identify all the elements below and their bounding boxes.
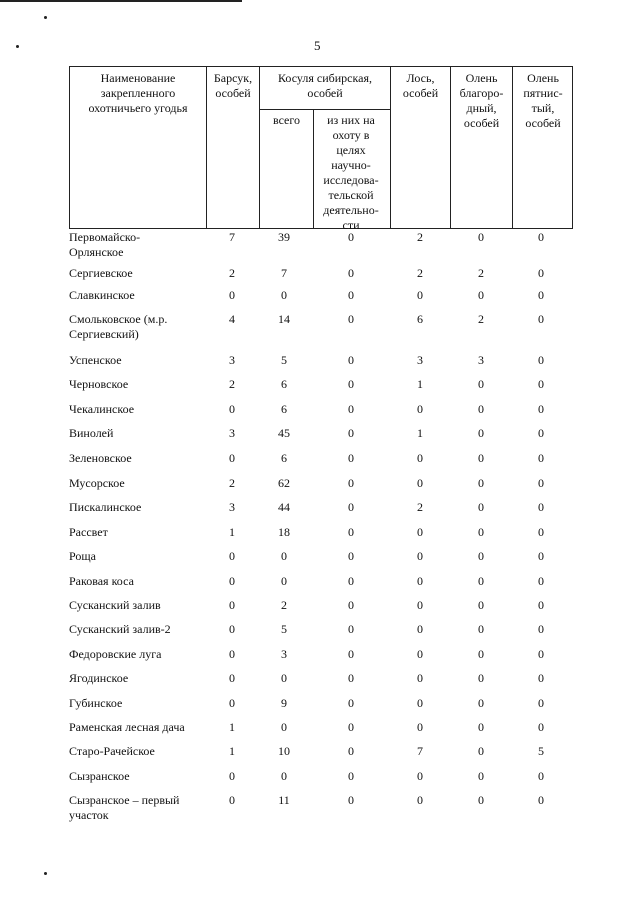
row-value: 2 <box>229 266 235 280</box>
row-value: 0 <box>478 525 484 539</box>
row-value: 0 <box>229 451 235 465</box>
row-value: 11 <box>278 793 290 807</box>
row-value: 0 <box>478 671 484 685</box>
row-value: 0 <box>417 574 423 588</box>
row-value: 0 <box>417 451 423 465</box>
row-value: 2 <box>229 476 235 490</box>
row-label: Сызранское – первый участок <box>69 793 180 822</box>
row-label: Винолей <box>69 426 114 440</box>
row-value: 0 <box>478 744 484 758</box>
row-value: 0 <box>281 549 287 563</box>
row-value: 3 <box>229 500 235 514</box>
row-value: 0 <box>538 647 544 661</box>
row-value: 0 <box>348 744 354 758</box>
scan-top-line <box>0 0 242 2</box>
row-label: Успенское <box>69 353 122 367</box>
table-header <box>69 66 573 232</box>
row-value: 0 <box>538 549 544 563</box>
row-value: 0 <box>478 288 484 302</box>
row-value: 0 <box>538 574 544 588</box>
row-value: 0 <box>538 720 544 734</box>
row-value: 3 <box>229 426 235 440</box>
row-value: 0 <box>281 720 287 734</box>
row-value: 0 <box>478 793 484 807</box>
row-value: 0 <box>348 720 354 734</box>
row-label: Губинское <box>69 696 123 710</box>
row-value: 0 <box>348 230 354 244</box>
row-value: 0 <box>348 476 354 490</box>
row-value: 0 <box>478 622 484 636</box>
row-value: 6 <box>281 377 287 391</box>
row-value: 0 <box>538 696 544 710</box>
row-value: 0 <box>478 549 484 563</box>
scan-speck <box>16 45 19 48</box>
row-value: 0 <box>229 696 235 710</box>
row-label: Пискалинское <box>69 500 142 514</box>
row-value: 0 <box>417 549 423 563</box>
row-value: 0 <box>281 288 287 302</box>
row-label: Сусканский залив-2 <box>69 622 171 636</box>
row-value: 44 <box>278 500 290 514</box>
row-value: 0 <box>348 647 354 661</box>
row-value: 0 <box>478 426 484 440</box>
row-value: 7 <box>417 744 423 758</box>
row-value: 0 <box>538 500 544 514</box>
row-value: 0 <box>229 288 235 302</box>
row-value: 0 <box>348 525 354 539</box>
row-value: 0 <box>538 288 544 302</box>
row-value: 0 <box>538 671 544 685</box>
row-value: 7 <box>281 266 287 280</box>
row-value: 2 <box>229 377 235 391</box>
row-value: 0 <box>348 500 354 514</box>
row-value: 0 <box>348 426 354 440</box>
row-value: 1 <box>229 720 235 734</box>
row-value: 2 <box>478 312 484 326</box>
row-label: Сызранское <box>69 769 130 783</box>
header-roe-total: всего <box>272 113 301 127</box>
row-value: 0 <box>478 230 484 244</box>
row-value: 0 <box>417 769 423 783</box>
row-value: 0 <box>417 622 423 636</box>
row-label: Раменская лесная дача <box>69 720 185 734</box>
row-value: 0 <box>417 525 423 539</box>
row-value: 1 <box>229 525 235 539</box>
row-value: 0 <box>348 451 354 465</box>
row-value: 0 <box>348 622 354 636</box>
row-value: 1 <box>417 377 423 391</box>
header-sika-deer: Олень пятнис-тый, особей <box>523 71 563 130</box>
row-value: 0 <box>538 402 544 416</box>
row-value: 0 <box>478 451 484 465</box>
row-value: 0 <box>538 598 544 612</box>
row-value: 0 <box>229 598 235 612</box>
row-value: 0 <box>348 402 354 416</box>
row-value: 0 <box>478 769 484 783</box>
row-value: 0 <box>348 598 354 612</box>
row-value: 0 <box>348 793 354 807</box>
row-value: 0 <box>229 793 235 807</box>
row-value: 7 <box>229 230 235 244</box>
header-roe-research: из них на охоту в целях научно-исследова-тельской деятельно-сти <box>323 113 379 232</box>
row-value: 0 <box>417 647 423 661</box>
row-value: 0 <box>348 312 354 326</box>
row-value: 2 <box>478 266 484 280</box>
row-value: 39 <box>278 230 290 244</box>
row-value: 0 <box>478 647 484 661</box>
row-value: 0 <box>348 288 354 302</box>
row-value: 10 <box>278 744 290 758</box>
row-label: Смольковское (м.р. Сергиевский) <box>69 312 168 341</box>
row-value: 2 <box>417 230 423 244</box>
row-value: 5 <box>281 622 287 636</box>
row-value: 0 <box>538 622 544 636</box>
row-value: 0 <box>538 476 544 490</box>
row-value: 5 <box>538 744 544 758</box>
row-value: 0 <box>417 696 423 710</box>
row-label: Зеленовское <box>69 451 132 465</box>
row-value: 0 <box>348 769 354 783</box>
row-value: 3 <box>478 353 484 367</box>
row-value: 45 <box>278 426 290 440</box>
row-value: 0 <box>229 622 235 636</box>
row-value: 0 <box>281 769 287 783</box>
row-value: 0 <box>348 377 354 391</box>
row-value: 0 <box>348 671 354 685</box>
row-value: 0 <box>417 598 423 612</box>
row-value: 4 <box>229 312 235 326</box>
row-label: Старо-Рачейское <box>69 744 155 758</box>
row-value: 0 <box>538 230 544 244</box>
row-label: Сергиевское <box>69 266 133 280</box>
row-value: 0 <box>417 793 423 807</box>
row-value: 0 <box>229 671 235 685</box>
row-value: 0 <box>229 549 235 563</box>
row-value: 3 <box>417 353 423 367</box>
row-label: Славкинское <box>69 288 135 302</box>
row-label: Рассвет <box>69 525 108 539</box>
row-value: 0 <box>229 647 235 661</box>
row-value: 0 <box>538 312 544 326</box>
row-value: 0 <box>229 574 235 588</box>
row-value: 0 <box>229 769 235 783</box>
row-value: 0 <box>348 696 354 710</box>
row-value: 2 <box>417 500 423 514</box>
row-value: 0 <box>538 353 544 367</box>
scan-speck <box>44 872 47 875</box>
row-value: 9 <box>281 696 287 710</box>
row-value: 0 <box>478 377 484 391</box>
row-value: 0 <box>417 288 423 302</box>
row-value: 0 <box>478 476 484 490</box>
row-value: 0 <box>538 426 544 440</box>
row-value: 5 <box>281 353 287 367</box>
row-label: Мусорское <box>69 476 125 490</box>
row-value: 0 <box>281 574 287 588</box>
row-value: 0 <box>281 671 287 685</box>
row-value: 0 <box>417 720 423 734</box>
header-roe-deer: Косуля сибирская, особей <box>278 71 372 100</box>
row-value: 0 <box>348 353 354 367</box>
page-number: 5 <box>314 38 321 53</box>
row-label: Чекалинское <box>69 402 135 416</box>
row-label: Роща <box>69 549 96 563</box>
scan-speck <box>44 16 47 19</box>
row-value: 3 <box>281 647 287 661</box>
row-value: 6 <box>281 402 287 416</box>
row-value: 2 <box>281 598 287 612</box>
row-value: 0 <box>229 402 235 416</box>
row-value: 14 <box>278 312 290 326</box>
row-value: 3 <box>229 353 235 367</box>
row-value: 0 <box>538 266 544 280</box>
row-value: 1 <box>229 744 235 758</box>
row-value: 1 <box>417 426 423 440</box>
row-value: 0 <box>348 266 354 280</box>
row-value: 6 <box>417 312 423 326</box>
row-value: 0 <box>348 549 354 563</box>
header-red-deer: Олень благоро-дный, особей <box>459 71 504 130</box>
row-value: 0 <box>478 696 484 710</box>
row-label: Первомайско-Орлянское <box>69 230 141 259</box>
row-value: 0 <box>478 720 484 734</box>
header-badger: Барсук, особей <box>213 71 253 100</box>
row-label: Федоровские луга <box>69 647 162 661</box>
row-value: 0 <box>538 793 544 807</box>
row-value: 0 <box>478 574 484 588</box>
row-label: Раковая коса <box>69 574 134 588</box>
row-value: 62 <box>278 476 290 490</box>
row-value: 0 <box>538 769 544 783</box>
header-name: Наименование закрепленного охотничьего угодья <box>88 71 188 115</box>
row-value: 0 <box>478 500 484 514</box>
row-value: 0 <box>538 377 544 391</box>
row-value: 0 <box>417 671 423 685</box>
row-value: 0 <box>417 402 423 416</box>
row-value: 0 <box>478 598 484 612</box>
row-label: Ягодинское <box>69 671 129 685</box>
row-value: 0 <box>538 451 544 465</box>
row-value: 6 <box>281 451 287 465</box>
row-value: 0 <box>348 574 354 588</box>
row-label: Черновское <box>69 377 129 391</box>
row-value: 0 <box>478 402 484 416</box>
row-value: 2 <box>417 266 423 280</box>
row-label: Сусканский залив <box>69 598 161 612</box>
row-value: 0 <box>538 525 544 539</box>
header-moose: Лось, особей <box>402 71 439 100</box>
row-value: 0 <box>417 476 423 490</box>
row-value: 18 <box>278 525 290 539</box>
